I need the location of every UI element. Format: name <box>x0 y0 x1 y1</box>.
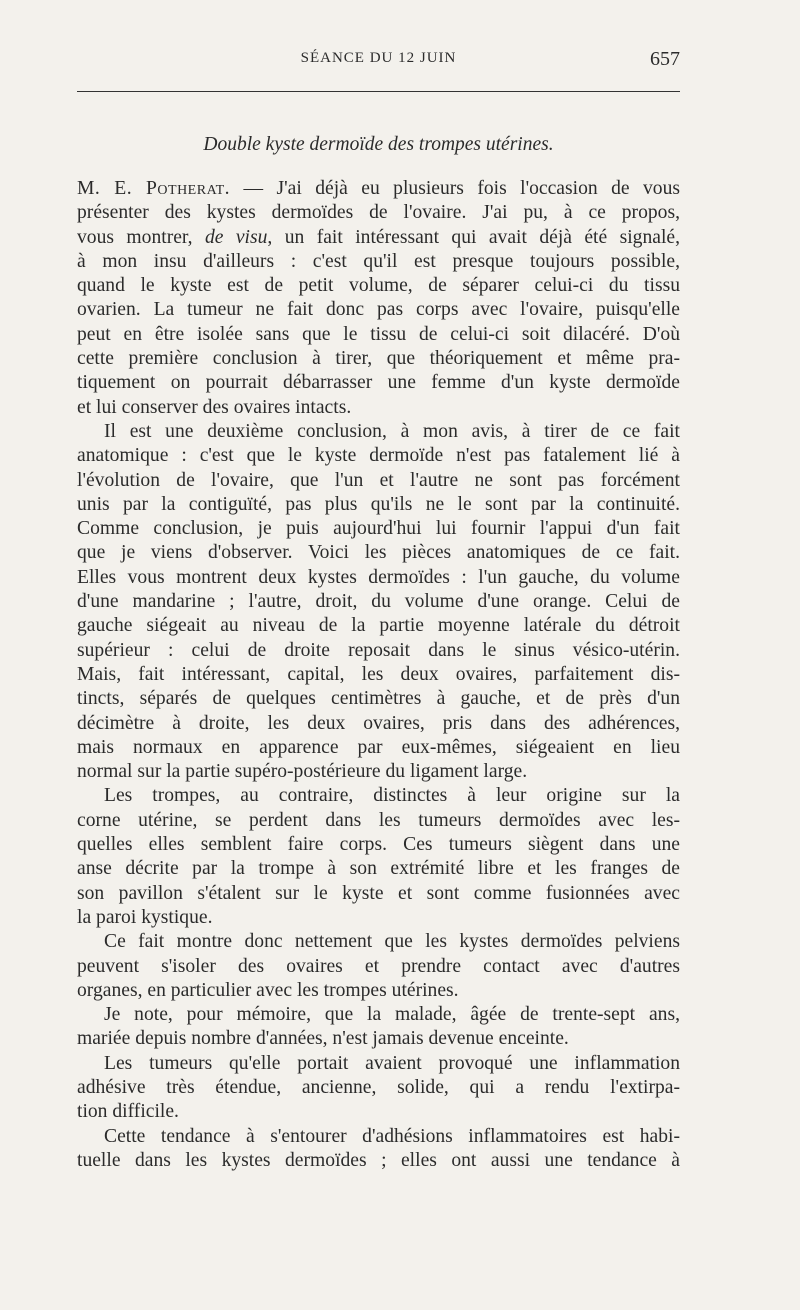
text-line: d'une mandarine ; l'autre, droit, du volume d'une orange. Celui de <box>77 591 680 613</box>
running-title: SÉANCE DU 12 JUIN <box>300 50 457 66</box>
text-line: décimètre à droite, les deux ovaires, pris dans des adhérences, <box>77 712 680 734</box>
text-line: Je note, pour mémoire, que la malade, âgée de trente-sept ans, <box>104 1004 680 1026</box>
text-line: supérieur : celui de droite reposait dans le sinus vésico-utérin. <box>77 639 680 661</box>
text-line: Comme conclusion, je puis aujourd'hui lui fournir l'appui d'un fait <box>77 518 680 540</box>
text-line: tuelle dans les kystes dermoïdes ; elles ont aussi une tendance à <box>77 1149 680 1171</box>
text-line: l'évolution de l'ovaire, que l'un et l'autre ne sont pas forcément <box>77 469 680 491</box>
text-line: tincts, séparés de quelques centimètres à gauche, et de près d'un <box>77 688 680 710</box>
text-line: son pavillon s'étalent sur le kyste et sont comme fusionnées avec <box>77 882 680 904</box>
text-line: Les trompes, au contraire, distinctes à leur origine sur la <box>104 785 680 807</box>
text-line: quelles elles semblent faire corps. Ces tumeurs siègent dans une <box>77 834 680 856</box>
text-line: à mon insu d'ailleurs : c'est qu'il est presque toujours possible, <box>77 250 680 272</box>
text-line: présenter des kystes dermoïdes de l'ovaire. J'ai pu, à ce propos, <box>77 202 680 224</box>
text-line: anse décrite par la trompe à son extrémité libre et les franges de <box>77 858 680 880</box>
text-line: mais normaux en apparence par eux-mêmes, siégeaient en lieu <box>77 736 680 758</box>
text-line: organes, en particulier avec les trompes utérines. <box>77 979 459 1001</box>
text-line: Mais, fait intéressant, capital, les deux ovaires, parfaitement dis- <box>77 663 680 685</box>
text-line: Il est une deuxième conclusion, à mon avis, à tirer de ce fait <box>104 420 680 442</box>
header-rule <box>77 91 680 92</box>
text-line: normal sur la partie supéro-postérieure du ligament large. <box>77 761 528 783</box>
text-line: tion difficile. <box>77 1101 179 1123</box>
text-line: unis par la contiguïté, pas plus qu'ils ne le sont par la continuité. <box>77 493 680 515</box>
text-line: tiquement on pourrait débarrasser une femme d'un kyste dermoïde <box>77 372 680 394</box>
article-title: Double kyste dermoïde des trompes utérines. <box>203 134 554 155</box>
text-line: M. E. Potherat. — J'ai déjà eu plusieurs fois l'occasion de vous <box>77 178 680 199</box>
text-line: la paroi kystique. <box>77 906 213 928</box>
text-line: Cette tendance à s'entourer d'adhésions inflammatoires est habi- <box>104 1125 680 1147</box>
article-body <box>77 177 680 1173</box>
text-line: Les tumeurs qu'elle portait avaient provoqué une inflammation <box>104 1052 680 1074</box>
text-line: corne utérine, se perdent dans les tumeurs dermoïdes avec les- <box>77 809 680 831</box>
text-line: Elles vous montrent deux kystes dermoïdes : l'un gauche, du volume <box>77 566 680 588</box>
text-line: quand le kyste est de petit volume, de séparer celui-ci du tissu <box>77 275 680 297</box>
page-number: 657 <box>650 48 680 70</box>
text-line: gauche siégeait au niveau de la partie moyenne latérale du détroit <box>77 615 680 637</box>
text-line: vous montrer, de visu, un fait intéressant qui avait déjà été signalé, <box>77 226 680 248</box>
text-line: ovarien. La tumeur ne fait donc pas corps avec l'ovaire, puisqu'elle <box>77 299 680 321</box>
text-line: que je viens d'observer. Voici les pièces anatomiques de ce fait. <box>77 542 680 564</box>
speaker-name: M. E. Potherat. <box>77 178 231 199</box>
text-line: Ce fait montre donc nettement que les kystes dermoïdes pelviens <box>104 931 680 953</box>
text-line: et lui conserver des ovaires intacts. <box>77 396 352 418</box>
text-line: cette première conclusion à tirer, que théoriquement et même pra- <box>77 348 680 370</box>
text-line: anatomique : c'est que le kyste dermoïde n'est pas fatalement lié à <box>77 445 680 467</box>
emphasis: de visu <box>204 226 268 248</box>
text-line: adhésive très étendue, ancienne, solide, qui a rendu l'extirpa- <box>77 1076 680 1098</box>
text-line: mariée depuis nombre d'années, n'est jamais devenue enceinte. <box>77 1028 569 1050</box>
text-line: peuvent s'isoler des ovaires et prendre contact avec d'autres <box>77 955 680 977</box>
page-header <box>77 50 680 76</box>
text-line: peut en être isolée sans que le tissu de celui-ci soit dilacéré. D'où <box>77 323 680 345</box>
